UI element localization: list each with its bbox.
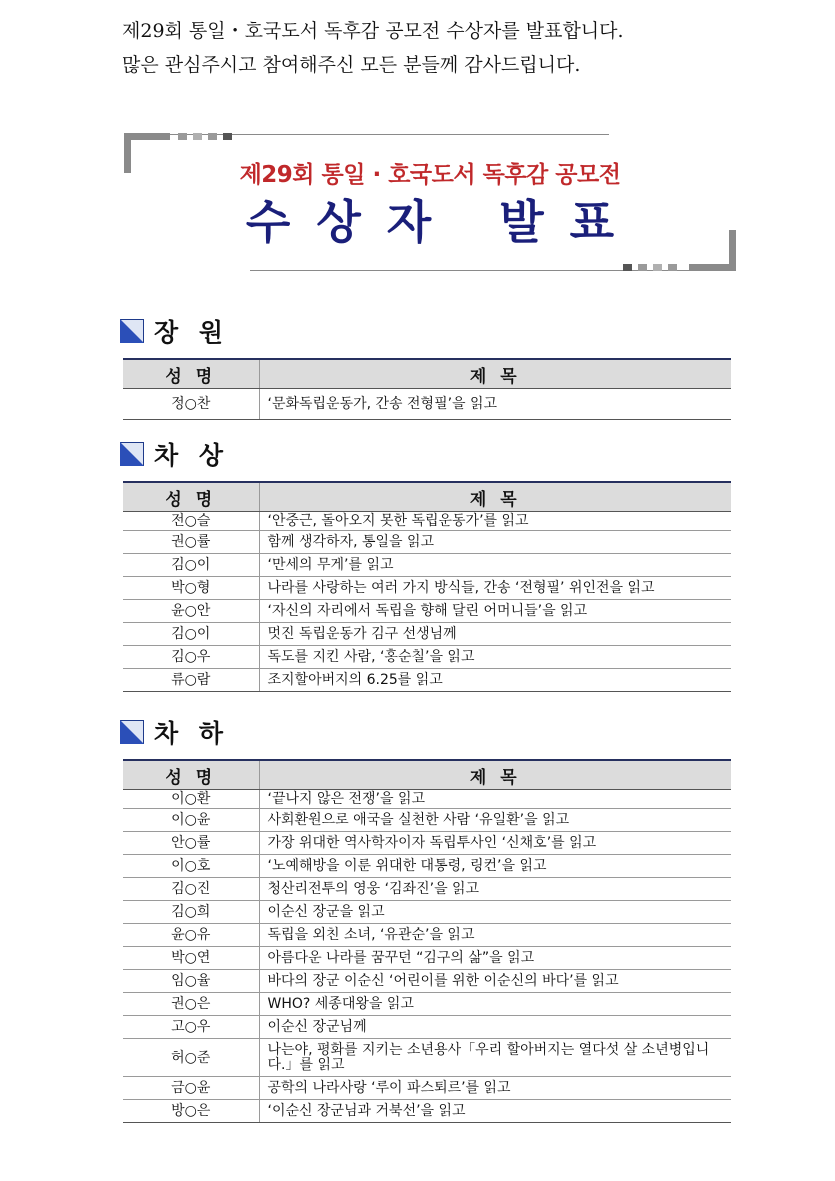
winner-name: 이○환 [123,790,259,809]
banner-dot [653,264,662,271]
table-row [123,970,731,993]
table-row [123,855,731,878]
essay-title: 멋진 독립운동가 김구 선생님께 [259,623,731,646]
winner-name: 안○률 [123,832,259,855]
table-row [123,832,731,855]
section-title: 차 상 [154,441,230,470]
essay-title: 청산리전투의 영웅 ‘김좌진’을 읽고 [259,878,731,901]
table-row [123,1100,731,1123]
blue-triangle-square-icon [120,720,144,744]
essay-title: 사회환원으로 애국을 실천한 사람 ‘유일환’을 읽고 [259,809,731,832]
winner-name: 박○형 [123,577,259,600]
table-row [123,512,731,531]
table-row [123,790,731,809]
winner-name: 이○윤 [123,809,259,832]
banner-title: 제29회 통일 · 호국도서 독후감 공모전 [239,162,621,188]
table-row [123,1016,731,1039]
winner-name: 김○이 [123,554,259,577]
banner-dot [223,133,232,140]
winner-name: 임○율 [123,970,259,993]
blue-triangle-square-icon [120,319,144,343]
winner-name: 류○람 [123,669,259,692]
winner-name: 김○이 [123,623,259,646]
table-row [123,947,731,970]
essay-title: WHO? 세종대왕을 읽고 [259,993,731,1016]
table-row [123,623,731,646]
section-title: 장 원 [154,318,230,347]
intro-line-2: 많은 관심주시고 참여해주신 모든 분들께 감사드립니다. [122,54,581,76]
banner-dot [668,264,677,271]
winner-name: 김○우 [123,646,259,669]
essay-title: ‘자신의 자리에서 독립을 향해 달린 어머니들’을 읽고 [259,600,731,623]
essay-title: 나는야, 평화를 지키는 소년용사「우리 할아버지는 열다섯 살 소년병입니다.」를 읽고 [259,1039,731,1077]
column-header-title: 제 목 [259,359,731,389]
essay-title: ‘이순신 장군님과 거북선’을 읽고 [259,1100,731,1123]
column-header-name: 성 명 [123,359,259,389]
table-row [123,600,731,623]
essay-title: 함께 생각하자, 통일을 읽고 [259,531,731,554]
third-prize-table [123,759,731,1123]
table-row [123,878,731,901]
winner-name: 윤○유 [123,924,259,947]
winner-name: 금○윤 [123,1077,259,1100]
essay-title: 가장 위대한 역사학자이자 독립투사인 ‘신채호’를 읽고 [259,832,731,855]
essay-title: 아름다운 나라를 꿈꾸던 “김구의 삶”을 읽고 [259,947,731,970]
table-row [123,993,731,1016]
table-row [123,554,731,577]
award-banner [120,120,740,280]
section-heading-grand-prize [120,313,229,349]
table-row [123,669,731,692]
winner-name: 권○률 [123,531,259,554]
table-row [123,646,731,669]
essay-title: 이순신 장군을 읽고 [259,901,731,924]
banner-dot [193,133,202,140]
second-prize-table [123,481,731,692]
winner-name: 정○찬 [123,389,259,420]
essay-title: 이순신 장군님께 [259,1016,731,1039]
essay-title: 조지할아버지의 6.25를 읽고 [259,669,731,692]
essay-title: ‘안중근, 돌아오지 못한 독립운동가’를 읽고 [259,512,731,531]
table-row [123,531,731,554]
essay-title: ‘끝나지 않은 전쟁’을 읽고 [259,790,731,809]
winner-name: 김○희 [123,901,259,924]
winner-name: 김○진 [123,878,259,901]
banner-bottom-rule [250,270,736,271]
intro-text [122,14,624,82]
table-row [123,901,731,924]
table-row [123,924,731,947]
banner-dot [638,264,647,271]
banner-subtitle: 수상자 발표 [245,195,641,249]
intro-line-1: 제29회 통일・호국도서 독후감 공모전 수상자를 발표합니다. [122,20,624,42]
essay-title: 공학의 나라사랑 ‘루이 파스퇴르’를 읽고 [259,1077,731,1100]
table-row [123,389,731,420]
winner-name: 전○슬 [123,512,259,531]
banner-dot [178,133,187,140]
banner-corner-bar [729,230,736,271]
winner-name: 이○호 [123,855,259,878]
essay-title: ‘만세의 무게’를 읽고 [259,554,731,577]
essay-title: 나라를 사랑하는 여러 가지 방식들, 간송 ‘전형필’ 위인전을 읽고 [259,577,731,600]
essay-title: 바다의 장군 이순신 ‘어린이를 위한 이순신의 바다’를 읽고 [259,970,731,993]
winner-name: 윤○안 [123,600,259,623]
table-row [123,1039,731,1077]
column-header-title: 제 목 [259,482,731,512]
winner-name: 방○은 [123,1100,259,1123]
table-row [123,809,731,832]
winner-name: 권○은 [123,993,259,1016]
column-header-title: 제 목 [259,760,731,790]
section-title: 차 하 [154,719,230,748]
winner-name: 박○연 [123,947,259,970]
banner-dot [208,133,217,140]
table-row [123,1077,731,1100]
essay-title: ‘문화독립운동가, 간송 전형필’을 읽고 [259,389,731,420]
winner-name: 허○준 [123,1039,259,1077]
column-header-name: 성 명 [123,760,259,790]
section-heading-third-prize [120,714,229,750]
essay-title: 독립을 외친 소녀, ‘유관순’을 읽고 [259,924,731,947]
winner-name: 고○우 [123,1016,259,1039]
essay-title: ‘노예해방을 이룬 위대한 대통령, 링컨’을 읽고 [259,855,731,878]
essay-title: 독도를 지킨 사람, ‘홍순칠’을 읽고 [259,646,731,669]
banner-dot [623,264,632,271]
section-heading-second-prize [120,436,229,472]
blue-triangle-square-icon [120,442,144,466]
column-header-name: 성 명 [123,482,259,512]
grand-prize-table [123,358,731,420]
table-row [123,577,731,600]
